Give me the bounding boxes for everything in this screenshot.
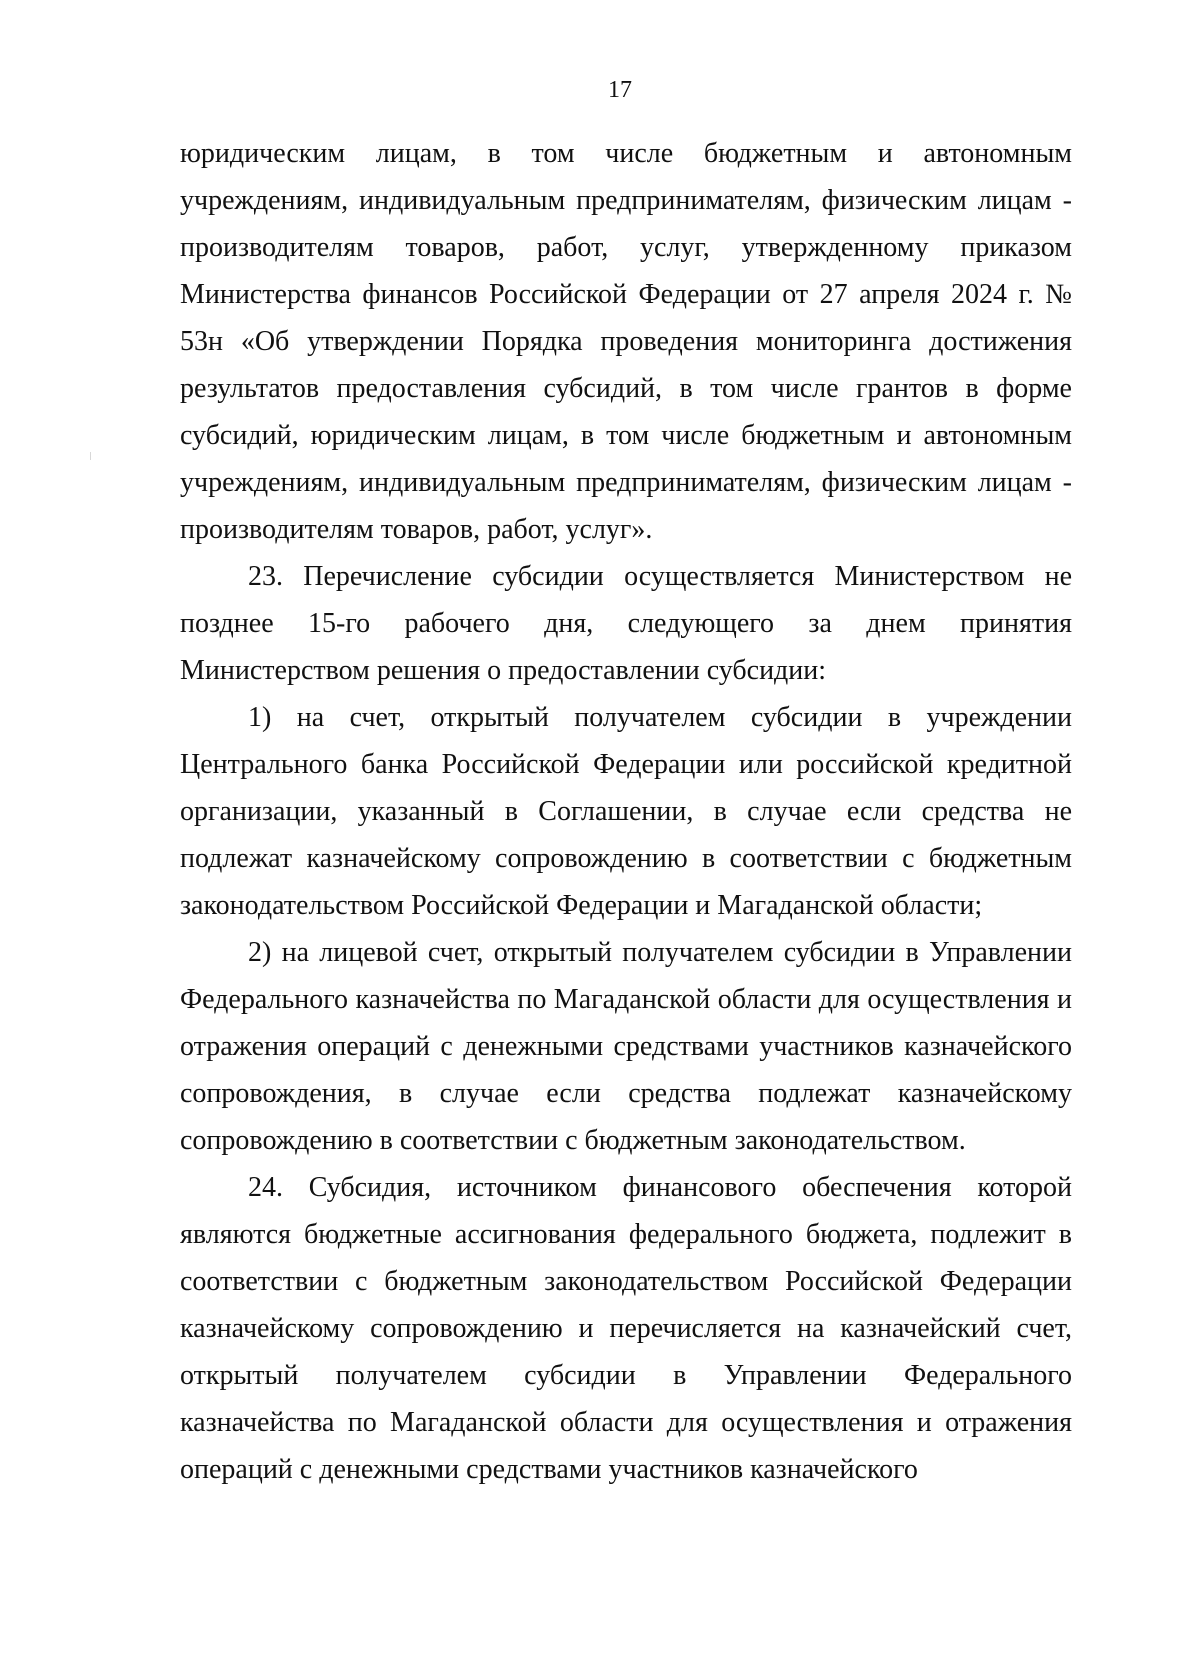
paragraph-23: 23. Перечисление субсидии осуществляется Министерством не позднее 15-го рабочего дня, следующего за днем принятия Министерством решения о предоставлении субсидии:: [180, 561, 1072, 686]
scan-margin-mark: [90, 452, 91, 460]
paragraph-continuation: юридическим лицам, в том числе бюджетным и автономным учреждениям, индивидуальным предпринимателям, физическим лицам - производителям товаров, работ, услуг, утвержденному приказом Министерства финансов Российской Федерации от 27 апреля 2024 г. № 53н «Об утверждении Порядка проведения мониторинга достижения результатов предоставления субсидий, в том числе грантов в форме субсидий, юридическим лицам, в том числе бюджетным и автономным учреждениям, индивидуальным предпринимателям, физическим лицам - производителям товаров, работ, услуг».: [180, 138, 1072, 545]
paragraph-23-item-1: 1) на счет, открытый получателем субсидии в учреждении Центрального банка Российской Федерации или российской кредитной организации, указанный в Соглашении, в случае если средства не подлежат казначейскому сопровождению в соответствии с бюджетным законодательством Российской Федерации и Магаданской области;: [180, 702, 1072, 921]
paragraph-23-item-2: 2) на лицевой счет, открытый получателем субсидии в Управлении Федерального казначейства по Магаданской области для осуществления и отражения операций с денежными средствами участников казначейского сопровождения, в случае если средства подлежат казначейскому сопровождению в соответствии с бюджетным законодательством.: [180, 937, 1072, 1156]
paragraph-24: 24. Субсидия, источником финансового обеспечения которой являются бюджетные ассигнования федерального бюджета, подлежит в соответствии с бюджетным законодательством Российской Федерации казначейскому сопровождению и перечисляется на казначейский счет, открытый получателем субсидии в Управлении Федерального казначейства по Магаданской области для осуществления и отражения операций с денежными средствами участников казначейского: [180, 1172, 1072, 1485]
document-body: [180, 130, 1072, 1493]
page-number: 17: [608, 77, 632, 103]
